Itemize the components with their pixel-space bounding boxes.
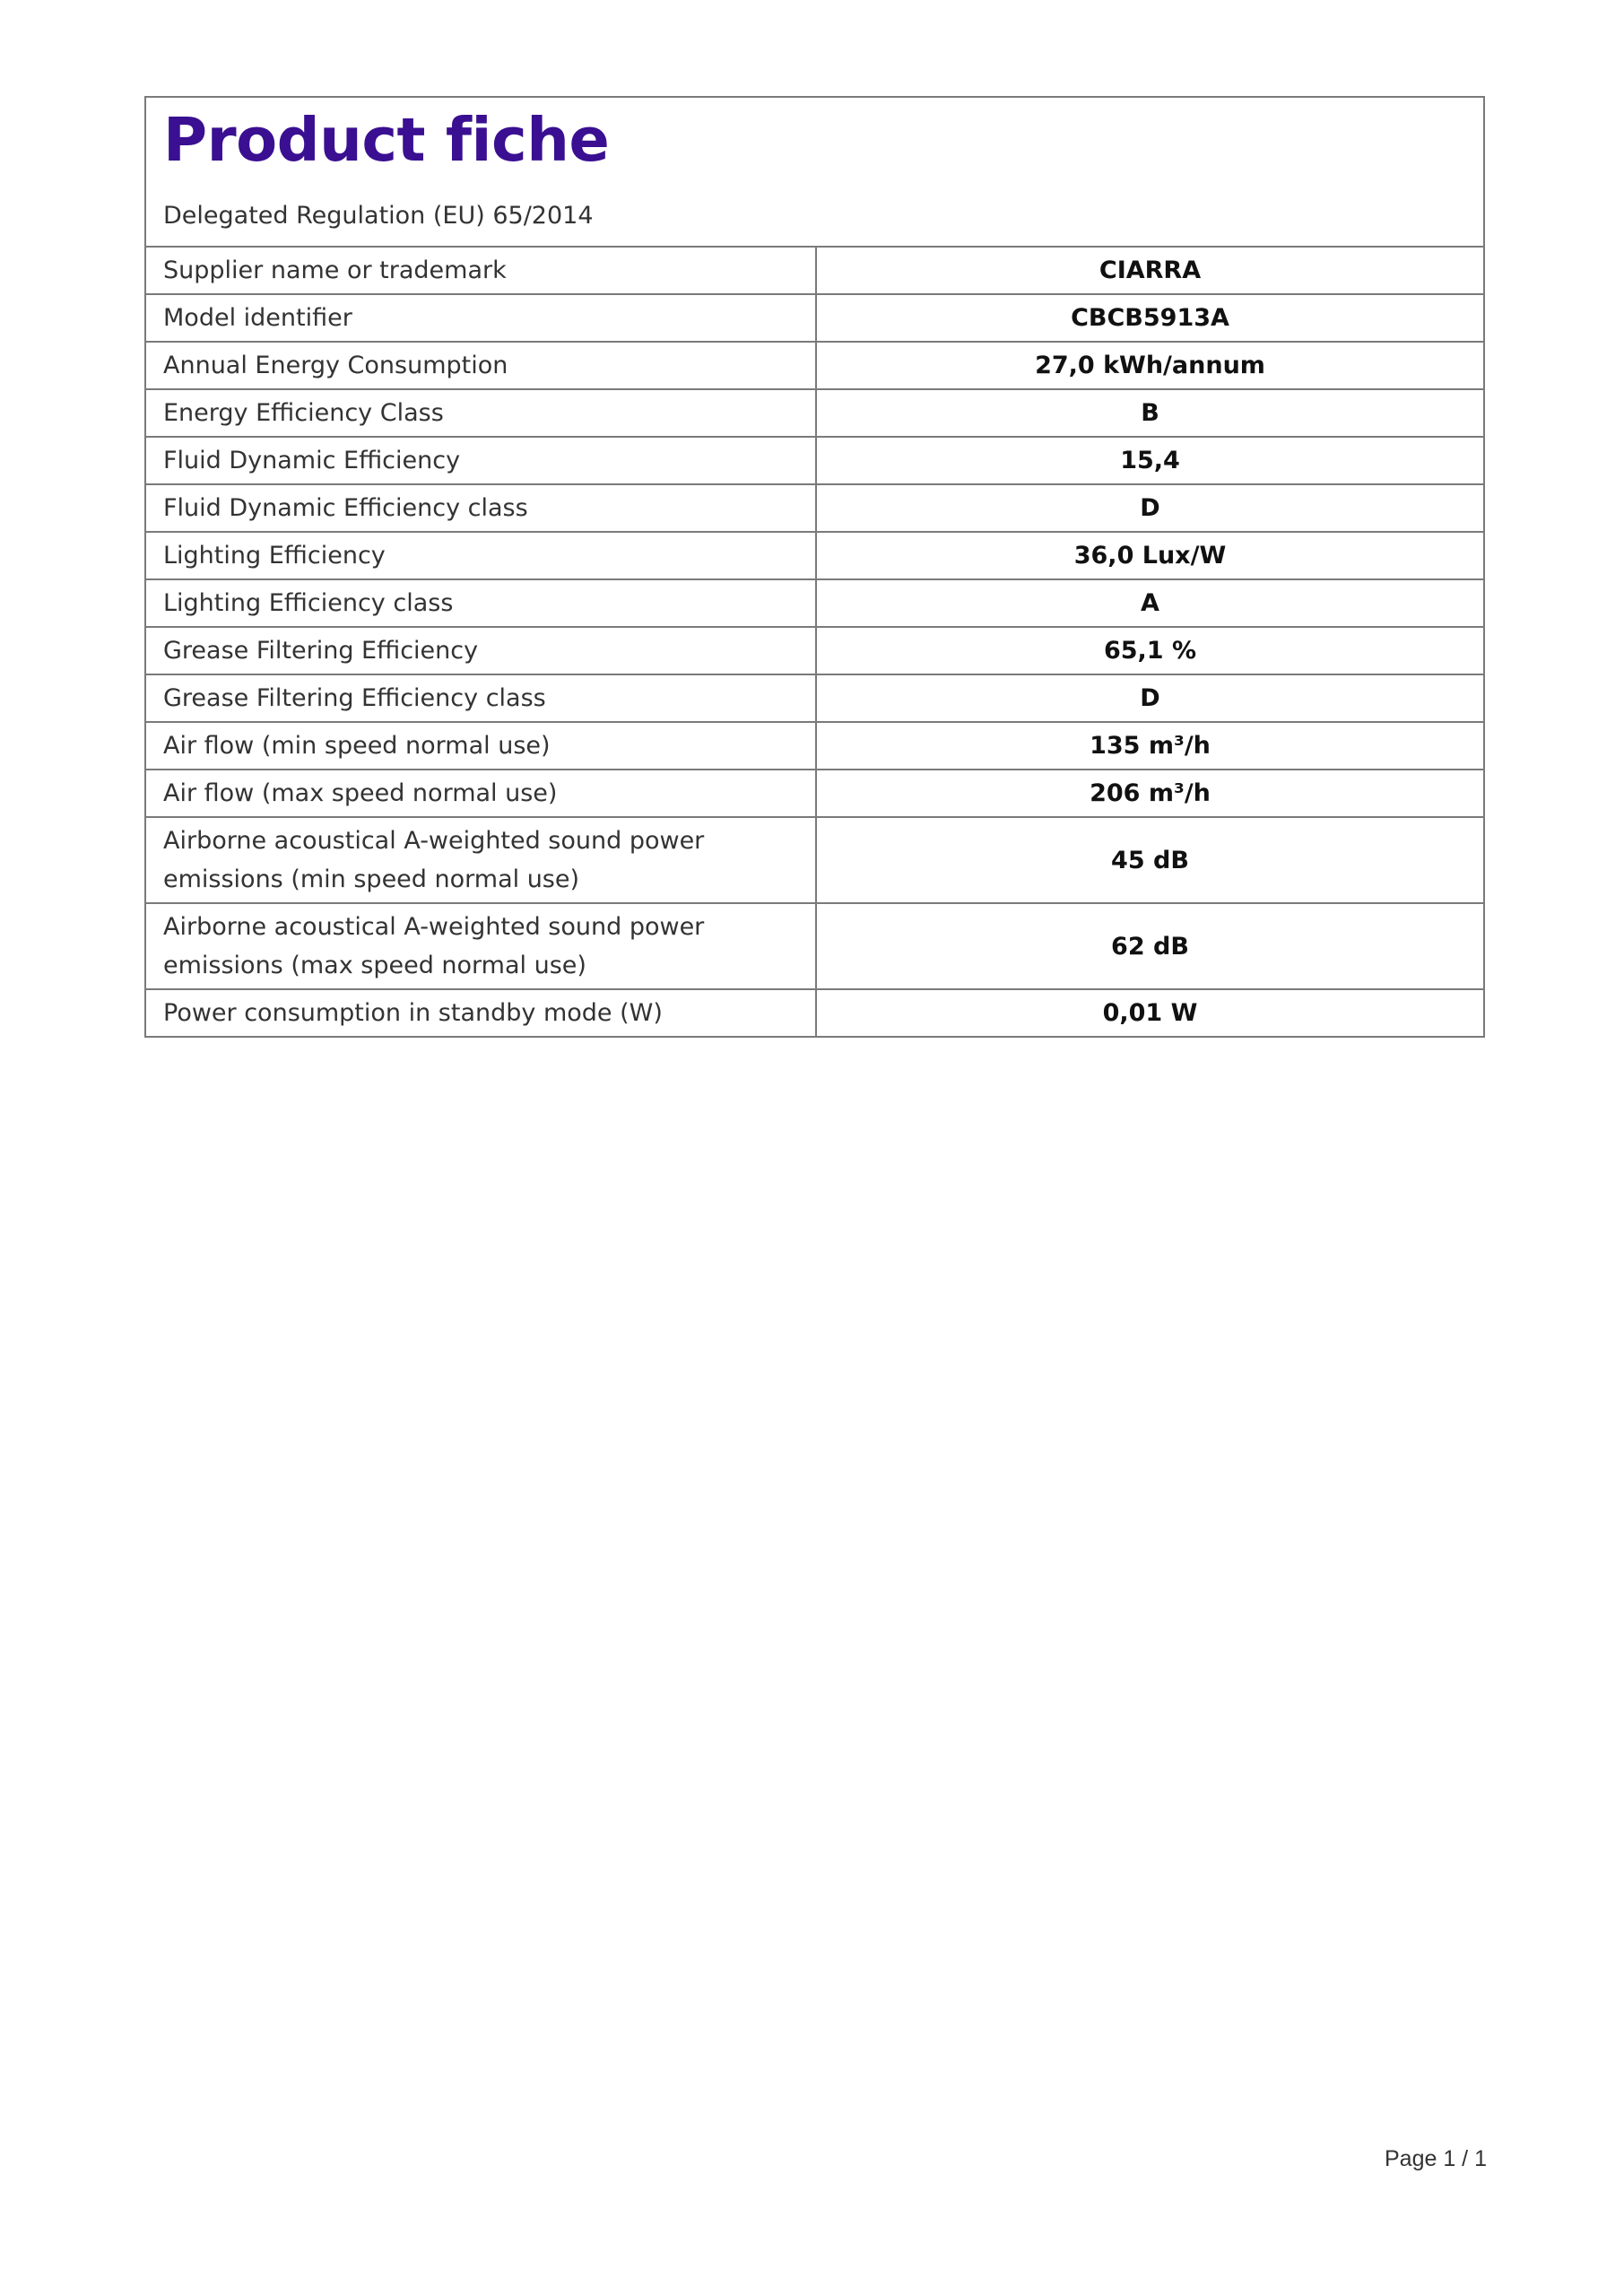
table-row xyxy=(146,294,1483,342)
row-label: Airborne acoustical A-weighted sound power emissions (max speed normal use) xyxy=(146,903,816,989)
row-label: Annual Energy Consumption xyxy=(146,342,816,389)
table-row xyxy=(146,989,1483,1036)
row-label: Lighting Efficiency class xyxy=(146,579,816,627)
row-value: 135 m³/h xyxy=(816,722,1483,770)
row-label: Fluid Dynamic Efficiency class xyxy=(146,484,816,532)
row-label: Model identifier xyxy=(146,294,816,342)
row-value: D xyxy=(816,674,1483,722)
row-label: Air flow (max speed normal use) xyxy=(146,770,816,817)
page-title: Product fiche xyxy=(163,105,610,175)
row-label: Airborne acoustical A-weighted sound power emissions (min speed normal use) xyxy=(146,817,816,903)
row-label: Power consumption in standby mode (W) xyxy=(146,989,816,1036)
row-label: Supplier name or trademark xyxy=(146,248,816,294)
row-value: CBCB5913A xyxy=(816,294,1483,342)
table-row xyxy=(146,248,1483,294)
row-label: Grease Filtering Efficiency class xyxy=(146,674,816,722)
row-value: CIARRA xyxy=(1099,257,1202,284)
row-value: 27,0 kWh/annum xyxy=(816,342,1483,389)
table-row xyxy=(146,627,1483,674)
table-row xyxy=(146,342,1483,389)
row-label: Air flow (min speed normal use) xyxy=(146,722,816,770)
regulation-subtitle: Delegated Regulation (EU) 65/2014 xyxy=(163,202,594,230)
row-value: 15,4 xyxy=(816,437,1483,484)
row-value: D xyxy=(816,484,1483,532)
product-fiche xyxy=(144,96,1485,1038)
row-value: 45 dB xyxy=(816,817,1483,903)
row-label: Fluid Dynamic Efficiency xyxy=(146,437,816,484)
row-label: Grease Filtering Efficiency xyxy=(146,627,816,674)
row-value: 206 m³/h xyxy=(816,770,1483,817)
table-row xyxy=(146,770,1483,817)
table-row xyxy=(146,722,1483,770)
row-value: 36,0 Lux/W xyxy=(816,532,1483,579)
fiche-header xyxy=(146,98,1483,248)
row-label: Energy Efficiency Class xyxy=(146,389,816,437)
table-row xyxy=(146,903,1483,989)
row-value: A xyxy=(816,579,1483,627)
row-value: 0,01 W xyxy=(816,989,1483,1036)
table-row xyxy=(146,437,1483,484)
specification-table xyxy=(146,248,1483,1036)
row-label: Lighting Efficiency xyxy=(146,532,816,579)
table-row xyxy=(146,579,1483,627)
table-row xyxy=(146,674,1483,722)
page-number: Page 1 / 1 xyxy=(1385,2146,1487,2171)
table-row xyxy=(146,817,1483,903)
table-row xyxy=(146,389,1483,437)
row-value: 62 dB xyxy=(816,903,1483,989)
row-value: 65,1 % xyxy=(816,627,1483,674)
table-row xyxy=(146,532,1483,579)
table-row xyxy=(146,484,1483,532)
row-value: B xyxy=(816,389,1483,437)
